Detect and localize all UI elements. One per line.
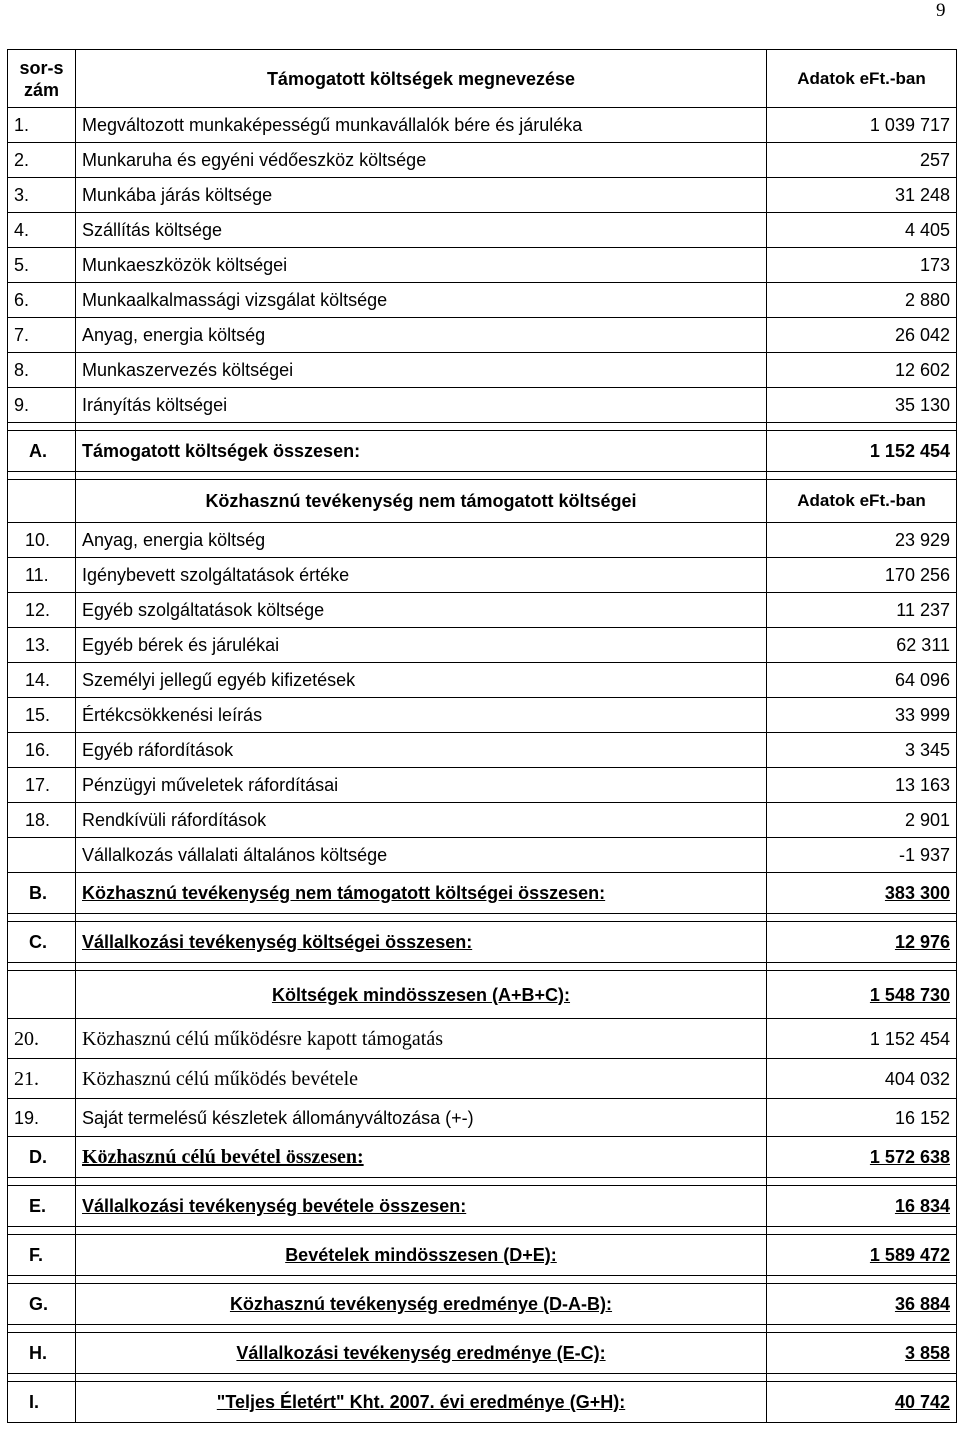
table-row: 9. Irányítás költségei 35 130 [8,388,957,423]
section-b-unit: Adatok eFt.-ban [767,480,957,523]
section-b-header-row [8,480,957,523]
total-row-i: I. "Teljes Életért" Kht. 2007. évi eredménye (G+H): 40 742 [8,1382,957,1423]
section-b-title: Közhasznú tevékenység nem támogatott költségei [76,480,767,523]
table-row: Vállalkozás vállalati általános költsége -1 937 [8,838,957,873]
table-row: 3. Munkába járás költsége 31 248 [8,178,957,213]
spacer-row [8,963,957,971]
spacer-row [8,1374,957,1382]
spacer-row [8,1178,957,1186]
table-row: 8. Munkaszervezés költségei 12 602 [8,353,957,388]
cost-table [7,49,957,1423]
spacer-row [8,914,957,922]
spacer-row [8,1325,957,1333]
spacer-row [8,1276,957,1284]
total-row-a: A. Támogatott költségek összesen: 1 152 454 [8,431,957,472]
table-row: 14. Személyi jellegű egyéb kifizetések 64 096 [8,663,957,698]
total-row-e: E. Vállalkozási tevékenység bevétele összesen: 16 834 [8,1186,957,1227]
table-row: 7. Anyag, energia költség 26 042 [8,318,957,353]
table-row: 4. Szállítás költsége 4 405 [8,213,957,248]
table-header-row [8,50,957,108]
spacer-row [8,1227,957,1235]
total-row-d: D. Közhasznú célú bevétel összesen: 1 572 638 [8,1137,957,1178]
header-col-value: Adatok eFt.-ban [767,50,957,108]
total-row-f: F. Bevételek mindösszesen (D+E): 1 589 472 [8,1235,957,1276]
total-row-h: H. Vállalkozási tevékenység eredménye (E-C): 3 858 [8,1333,957,1374]
table-row: 6. Munkaalkalmassági vizsgálat költsége 2 880 [8,283,957,318]
table-row: 19. Saját termelésű készletek állományváltozása (+-) 16 152 [8,1099,957,1137]
total-row-g: G. Közhasznú tevékenység eredménye (D-A-B): 36 884 [8,1284,957,1325]
table-row: 11. Igénybevett szolgáltatások értéke 170 256 [8,558,957,593]
total-row-c: C. Vállalkozási tevékenység költségei összesen: 12 976 [8,922,957,963]
table-row: 13. Egyéb bérek és járulékai 62 311 [8,628,957,663]
total-costs-row: Költségek mindösszesen (A+B+C): 1 548 730 [8,971,957,1019]
page-number: 9 [936,0,946,21]
header-col-no: sor-szám [8,50,76,108]
table-row: 18. Rendkívüli ráfordítások 2 901 [8,803,957,838]
total-row-b: B. Közhasznú tevékenység nem támogatott költségei összesen: 383 300 [8,873,957,914]
spacer-row [8,472,957,480]
table-row: 20. Közhasznú célú működésre kapott támogatás 1 152 454 [8,1019,957,1059]
table-row: 5. Munkaeszközök költségei 173 [8,248,957,283]
table-row: 16. Egyéb ráfordítások 3 345 [8,733,957,768]
header-col-name: Támogatott költségek megnevezése [76,50,767,108]
table-row: 1. Megváltozott munkaképességű munkavállalók bére és járuléka 1 039 717 [8,108,957,143]
table-row: 10. Anyag, energia költség 23 929 [8,523,957,558]
table-row: 17. Pénzügyi műveletek ráfordításai 13 163 [8,768,957,803]
table-row: 21. Közhasznú célú működés bevétele 404 032 [8,1059,957,1099]
spacer-row [8,423,957,431]
table-row: 15. Értékcsökkenési leírás 33 999 [8,698,957,733]
table-row: 12. Egyéb szolgáltatások költsége 11 237 [8,593,957,628]
table-row: 2. Munkaruha és egyéni védőeszköz költsége 257 [8,143,957,178]
